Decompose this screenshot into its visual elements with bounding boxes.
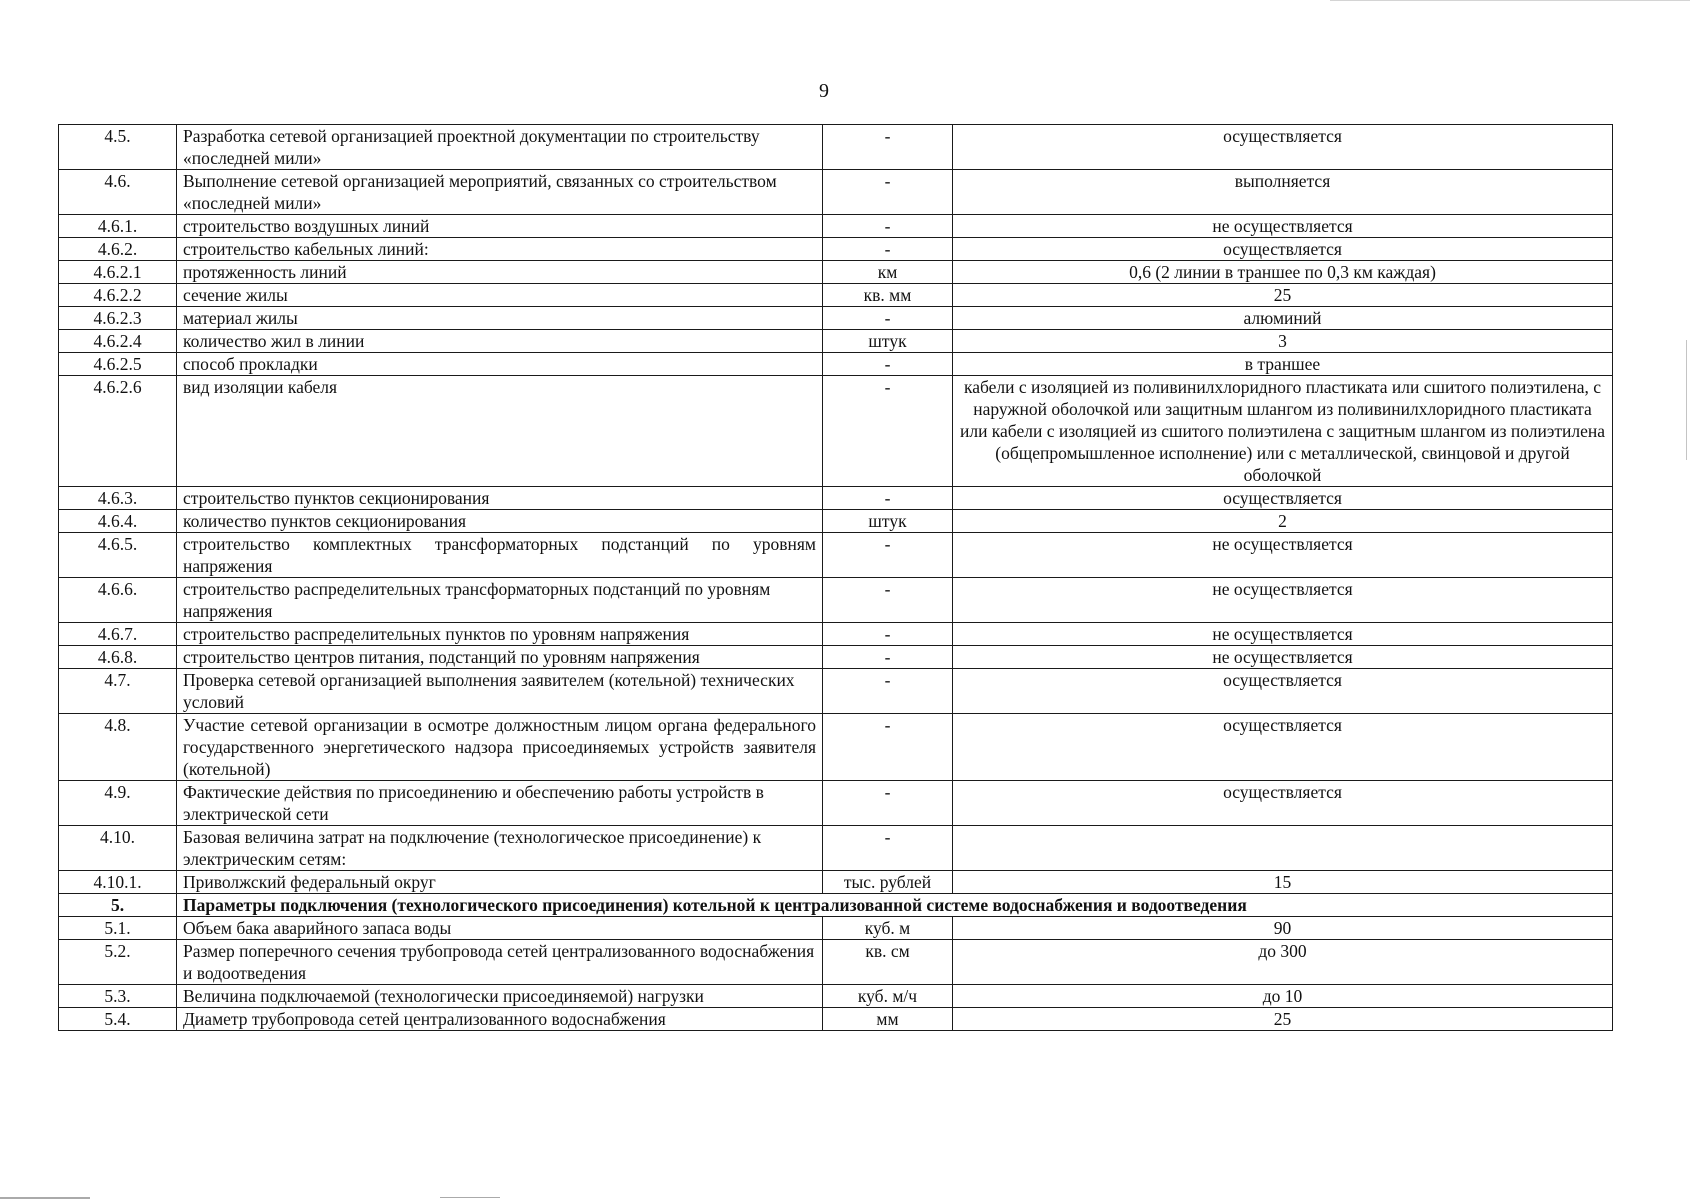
item-name: Объем бака аварийного запаса воды	[177, 917, 823, 940]
item-number: 4.6.2.3	[59, 307, 177, 330]
item-number: 4.6.2.4	[59, 330, 177, 353]
item-number: 4.6.2.1	[59, 261, 177, 284]
scan-mark-right-edge	[1686, 340, 1687, 460]
item-value: в траншее	[953, 353, 1613, 376]
item-value: не осуществляется	[953, 533, 1613, 578]
item-value: до 10	[953, 985, 1613, 1008]
scan-mark-bottom-left	[0, 1197, 90, 1199]
item-unit: куб. м	[823, 917, 953, 940]
item-number: 4.6.2.5	[59, 353, 177, 376]
table-row	[59, 826, 1613, 871]
item-unit: -	[823, 238, 953, 261]
section-number: 5.	[59, 894, 177, 917]
item-value: 25	[953, 284, 1613, 307]
item-unit: штук	[823, 330, 953, 353]
item-unit: кв. см	[823, 940, 953, 985]
item-unit: км	[823, 261, 953, 284]
item-number: 4.6.6.	[59, 578, 177, 623]
item-unit: -	[823, 307, 953, 330]
table-row	[59, 376, 1613, 487]
item-number: 4.9.	[59, 781, 177, 826]
table-row	[59, 578, 1613, 623]
item-value: выполняется	[953, 170, 1613, 215]
item-unit: -	[823, 125, 953, 170]
item-name: Диаметр трубопровода сетей централизованного водоснабжения	[177, 1008, 823, 1031]
item-name: Выполнение сетевой организацией мероприятий, связанных со строительством «последней мили»	[177, 170, 823, 215]
scan-mark-top-right	[1330, 0, 1690, 1]
item-number: 4.10.1.	[59, 871, 177, 894]
item-number: 4.8.	[59, 714, 177, 781]
item-value: не осуществляется	[953, 623, 1613, 646]
item-unit: -	[823, 487, 953, 510]
item-number: 4.5.	[59, 125, 177, 170]
item-value: не осуществляется	[953, 646, 1613, 669]
item-number: 5.1.	[59, 917, 177, 940]
item-unit: мм	[823, 1008, 953, 1031]
specification-table	[58, 124, 1613, 1031]
item-name: протяженность линий	[177, 261, 823, 284]
item-unit: -	[823, 646, 953, 669]
item-name: количество жил в линии	[177, 330, 823, 353]
section-header-row	[59, 894, 1613, 917]
table-row	[59, 985, 1613, 1008]
item-name: строительство кабельных линий:	[177, 238, 823, 261]
item-unit: кв. мм	[823, 284, 953, 307]
item-number: 4.6.2.6	[59, 376, 177, 487]
item-unit: -	[823, 353, 953, 376]
item-value: осуществляется	[953, 238, 1613, 261]
item-number: 4.6.3.	[59, 487, 177, 510]
item-number: 4.6.	[59, 170, 177, 215]
item-name: Проверка сетевой организацией выполнения заявителем (котельной) технических условий	[177, 669, 823, 714]
item-value: 90	[953, 917, 1613, 940]
item-name: Участие сетевой организации в осмотре должностным лицом органа федерального государственного энергетического надзора присоединяемых устройств заявителя (котельной)	[177, 714, 823, 781]
item-name: строительство распределительных трансформаторных подстанций по уровням напряжения	[177, 578, 823, 623]
table-row	[59, 510, 1613, 533]
page-number: 9	[819, 80, 829, 102]
item-number: 4.6.7.	[59, 623, 177, 646]
item-value: осуществляется	[953, 487, 1613, 510]
table-row	[59, 330, 1613, 353]
item-name: количество пунктов секционирования	[177, 510, 823, 533]
item-name: строительство распределительных пунктов по уровням напряжения	[177, 623, 823, 646]
item-unit: тыс. рублей	[823, 871, 953, 894]
item-number: 4.6.8.	[59, 646, 177, 669]
item-value	[953, 826, 1613, 871]
item-value: алюминий	[953, 307, 1613, 330]
table-row	[59, 781, 1613, 826]
item-value: осуществляется	[953, 714, 1613, 781]
item-unit: -	[823, 623, 953, 646]
item-name: материал жилы	[177, 307, 823, 330]
item-unit: -	[823, 533, 953, 578]
item-value: осуществляется	[953, 781, 1613, 826]
table-row	[59, 714, 1613, 781]
item-number: 5.4.	[59, 1008, 177, 1031]
item-value: осуществляется	[953, 125, 1613, 170]
item-value: 0,6 (2 линии в траншее по 0,3 км каждая)	[953, 261, 1613, 284]
table-row	[59, 1008, 1613, 1031]
item-number: 5.2.	[59, 940, 177, 985]
item-unit: -	[823, 578, 953, 623]
item-value: 3	[953, 330, 1613, 353]
item-name: Фактические действия по присоединению и обеспечению работы устройств в электрической сети	[177, 781, 823, 826]
table-row	[59, 646, 1613, 669]
item-name: Базовая величина затрат на подключение (технологическое присоединение) к электрическим сетям:	[177, 826, 823, 871]
item-number: 4.6.1.	[59, 215, 177, 238]
item-value: 2	[953, 510, 1613, 533]
item-unit: -	[823, 215, 953, 238]
item-name: Размер поперечного сечения трубопровода сетей централизованного водоснабжения и водоотведения	[177, 940, 823, 985]
item-name: строительство пунктов секционирования	[177, 487, 823, 510]
item-name: Величина подключаемой (технологически присоединяемой) нагрузки	[177, 985, 823, 1008]
item-number: 5.3.	[59, 985, 177, 1008]
item-value: осуществляется	[953, 669, 1613, 714]
scan-mark-bottom-mid	[440, 1197, 500, 1198]
item-value: до 300	[953, 940, 1613, 985]
table-row	[59, 215, 1613, 238]
item-value: не осуществляется	[953, 578, 1613, 623]
item-name: строительство воздушных линий	[177, 215, 823, 238]
table-row	[59, 917, 1613, 940]
item-name: Разработка сетевой организацией проектной документации по строительству «последней мили»	[177, 125, 823, 170]
item-unit: штук	[823, 510, 953, 533]
item-name: Приволжский федеральный округ	[177, 871, 823, 894]
table-row	[59, 533, 1613, 578]
table-row	[59, 623, 1613, 646]
table-row	[59, 669, 1613, 714]
table-row	[59, 238, 1613, 261]
table-row	[59, 871, 1613, 894]
section-title: Параметры подключения (технологического присоединения) котельной к централизованной системе водоснабжения и водоотведения	[177, 894, 1613, 917]
specification-table-body	[59, 125, 1613, 1031]
item-value: кабели с изоляцией из поливинилхлоридного пластиката или сшитого полиэтилена, с наружной оболочкой или защитным шлангом из поливинилхлоридного пластиката или кабели с изоляцией из сшитого полиэтилена с защитным шлангом из полиэтилена (общепромышленное исполнение) или с металлической, свинцовой и другой оболочкой	[953, 376, 1613, 487]
item-number: 4.6.5.	[59, 533, 177, 578]
item-unit: -	[823, 781, 953, 826]
table-row	[59, 487, 1613, 510]
item-number: 4.10.	[59, 826, 177, 871]
item-unit: куб. м/ч	[823, 985, 953, 1008]
item-value: не осуществляется	[953, 215, 1613, 238]
table-row	[59, 261, 1613, 284]
item-number: 4.6.2.	[59, 238, 177, 261]
item-name: строительство центров питания, подстанций по уровням напряжения	[177, 646, 823, 669]
table-row	[59, 284, 1613, 307]
item-value: 25	[953, 1008, 1613, 1031]
table-row	[59, 353, 1613, 376]
item-unit: -	[823, 714, 953, 781]
item-unit: -	[823, 376, 953, 487]
item-name: способ прокладки	[177, 353, 823, 376]
item-number: 4.7.	[59, 669, 177, 714]
table-row	[59, 170, 1613, 215]
item-name: вид изоляции кабеля	[177, 376, 823, 487]
item-unit: -	[823, 669, 953, 714]
item-name: сечение жилы	[177, 284, 823, 307]
item-number: 4.6.2.2	[59, 284, 177, 307]
table-row	[59, 307, 1613, 330]
table-row	[59, 125, 1613, 170]
item-name: строительство комплектных трансформаторных подстанций по уровням напряжения	[177, 533, 823, 578]
table-row	[59, 940, 1613, 985]
item-value: 15	[953, 871, 1613, 894]
item-number: 4.6.4.	[59, 510, 177, 533]
item-unit: -	[823, 170, 953, 215]
item-unit: -	[823, 826, 953, 871]
